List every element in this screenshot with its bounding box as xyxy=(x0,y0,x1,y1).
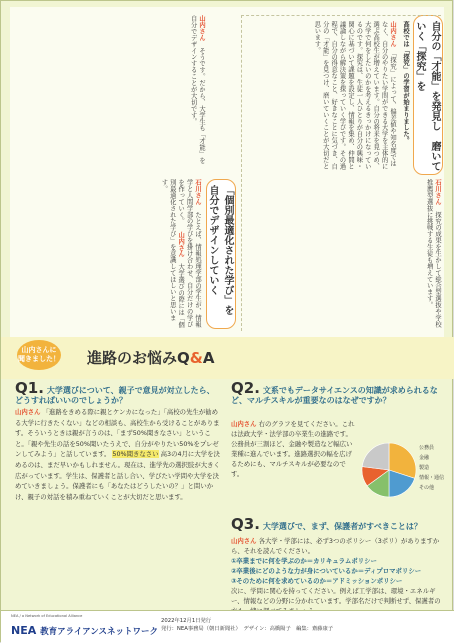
article1-text: 「探究」によって、偏差値や知名度では なく、自分のやりたい学問ができる大学を主体的に選ぶ高校生が増えています。自分の将来を見つめ、大学で何をしたいのかを考えるきっかけになっているのです。探究は、生徒一人ひとりが自分の興味・関心に基づいて課題を設定し、情報を集め、仲間と議論しながら解決策を探っていく学びです。その過程で、自分の得意なこと、好きなことに気づき、自分の「才能」を見つけ、磨いていくことが大切だと思います。 xyxy=(313,21,396,170)
article2-heading: 「個別最適化された学び」を 自分でデザインしていく xyxy=(207,185,233,325)
q3-answer xyxy=(231,536,443,608)
speaker-label: 石川さん xyxy=(194,179,201,205)
article2-text-lower: たとえば、情報処理学部の学生が、情報学と人間学部の学びを掛け合わせ、自分だけの学びを作っていく。 xyxy=(177,179,201,328)
qa-header xyxy=(1,337,454,379)
q3-question: 大学選びで、まず、保護者がすべきことは？ xyxy=(262,522,422,531)
pie-label: 金融 xyxy=(419,455,430,461)
qa-title-q: Q xyxy=(177,349,190,367)
q3-policy-2: ②卒業後にどのような力が身についているか＝ディプロマポリシー xyxy=(231,567,422,575)
article1-body xyxy=(246,21,396,171)
footer-design: デザイン：高橋陽子 編集：齋藤康子 xyxy=(243,625,334,632)
pie-label: 情報・通信 xyxy=(419,475,445,481)
article2-body-lower xyxy=(15,179,201,329)
footer-publisher: 発行：NEA事務局（朝日新聞社） xyxy=(161,625,239,632)
footer-credits xyxy=(161,618,333,633)
footer-tagline: NEA / a Network of Educational Alliance xyxy=(11,614,83,618)
q3-number: Q3. xyxy=(231,515,260,533)
career-pie-chart xyxy=(359,439,445,501)
logo-org: 教育アライアンスネットワーク xyxy=(40,627,158,637)
divider xyxy=(241,15,441,16)
q3-body2: 次に、学問に関心を持ってください。例えば工学部は、環境・エネルギー、情報などの分野に分かれています。学部名だけで判断せず、保護者の xyxy=(231,587,441,605)
speaker-label: 山内さん xyxy=(231,537,257,545)
q2-answer xyxy=(231,419,355,511)
article2-text: そうです。だから、大学生も「才能」を自分でデザインすることが大切です。 xyxy=(189,15,205,164)
speaker-label: 山内さん xyxy=(15,408,41,416)
speaker-label: 山内さん xyxy=(177,231,185,258)
qa-title xyxy=(87,347,215,371)
speaker-label: 山内さん xyxy=(198,15,205,41)
pie-label: 公務員 xyxy=(419,445,435,451)
q2-body: 右のグラフを見てください。これは法政大学・法学部の卒業生の進路です。公務員が三割ほど、金融や製造など幅広い業種に進んでいます。進路選択の幅を広げるためにも、マルチスキルが必要なのです。 xyxy=(231,420,355,478)
speaker-label: 山内さん xyxy=(231,420,257,428)
q1-answer xyxy=(15,407,220,607)
logo-mark: NEA xyxy=(11,624,37,637)
q3-body: 各大学・学部には、必ず3つのポリシー（3ポリ）がありますから、それを読んでください。 xyxy=(231,537,440,555)
q2-title xyxy=(231,379,443,406)
pie-label: その他 xyxy=(419,485,435,491)
q1-title xyxy=(15,379,220,406)
footer-date: 2022年12月1日発行 xyxy=(161,618,212,624)
pie-label: 製造 xyxy=(419,465,430,471)
pie-slice xyxy=(362,443,389,470)
q1-body: 「進路をきめる際に親とケンカになった」「高校の先生が勧める大学に行きたくない」などの相談も、高校生から受けることがあります。そういうときは親が言うのは、「まず50%聞きなさい」ということ。「親や先生の話を50%聞いたうえで、自分がやりたい50%をプレゼンしてみよう」と話しています。 xyxy=(15,408,220,459)
q3-title xyxy=(231,515,443,533)
q3-policy-3: ③そのために何を求めているのか＝アドミッションポリシー xyxy=(231,577,403,585)
q3-policy-1: ①卒業までに何を学ぶのか＝カリキュラムポリシー xyxy=(231,557,377,565)
article1-lead: 高校では「探究」の学習が始まりました。 xyxy=(402,21,409,144)
q1-body2: 高3の4月に大学を決めるのは、まだ早いかもしれません。現在は、進学先の選択肢が大きく広がっています。学生は、保護者と話し合い、学びたい学問や大学を決めていきましょう。保護者にも「あなたはどうしたいの？」と問いかけ、親子の対話を積み重ねていくことが大切だと思います。 xyxy=(15,450,220,501)
q1-number: Q1. xyxy=(15,379,44,397)
speaker-label: 山内さん xyxy=(389,21,396,47)
qa-title-a: A xyxy=(202,349,215,367)
qa-badge: 山内さんに 聞きました！ xyxy=(17,340,61,370)
article1-body-lower xyxy=(246,179,441,329)
speaker-label: 石川さん xyxy=(434,179,441,205)
qa-title-main: 進路のお悩み xyxy=(87,349,178,367)
q2-question: 文系でもデータサイエンスの知識が求められるなど、マルチスキルが重要なのはなぜですか？ xyxy=(231,386,438,405)
divider xyxy=(241,15,242,331)
nea-logo xyxy=(11,624,158,637)
q2-number: Q2. xyxy=(231,379,260,397)
qa-title-amp: & xyxy=(189,349,203,367)
q1-question: 大学選びについて、親子で意見が対立したら、どうすればいいのでしょうか？ xyxy=(15,386,215,405)
article1-text-lower: 探究の成果を生かして総合型選抜や学校推薦型選抜に挑戦する生徒も増えています。 xyxy=(425,179,441,328)
article1-heading: 自分の「才能」を発見し 磨いていく「探究」を xyxy=(414,21,440,171)
q1-highlight: 50%聞きなさい xyxy=(112,450,159,459)
article2-body xyxy=(15,15,205,165)
article2-text-lower-2: 大学選びの際には「個別最適化された学び」を意識してほしいと思います。 xyxy=(160,179,185,329)
